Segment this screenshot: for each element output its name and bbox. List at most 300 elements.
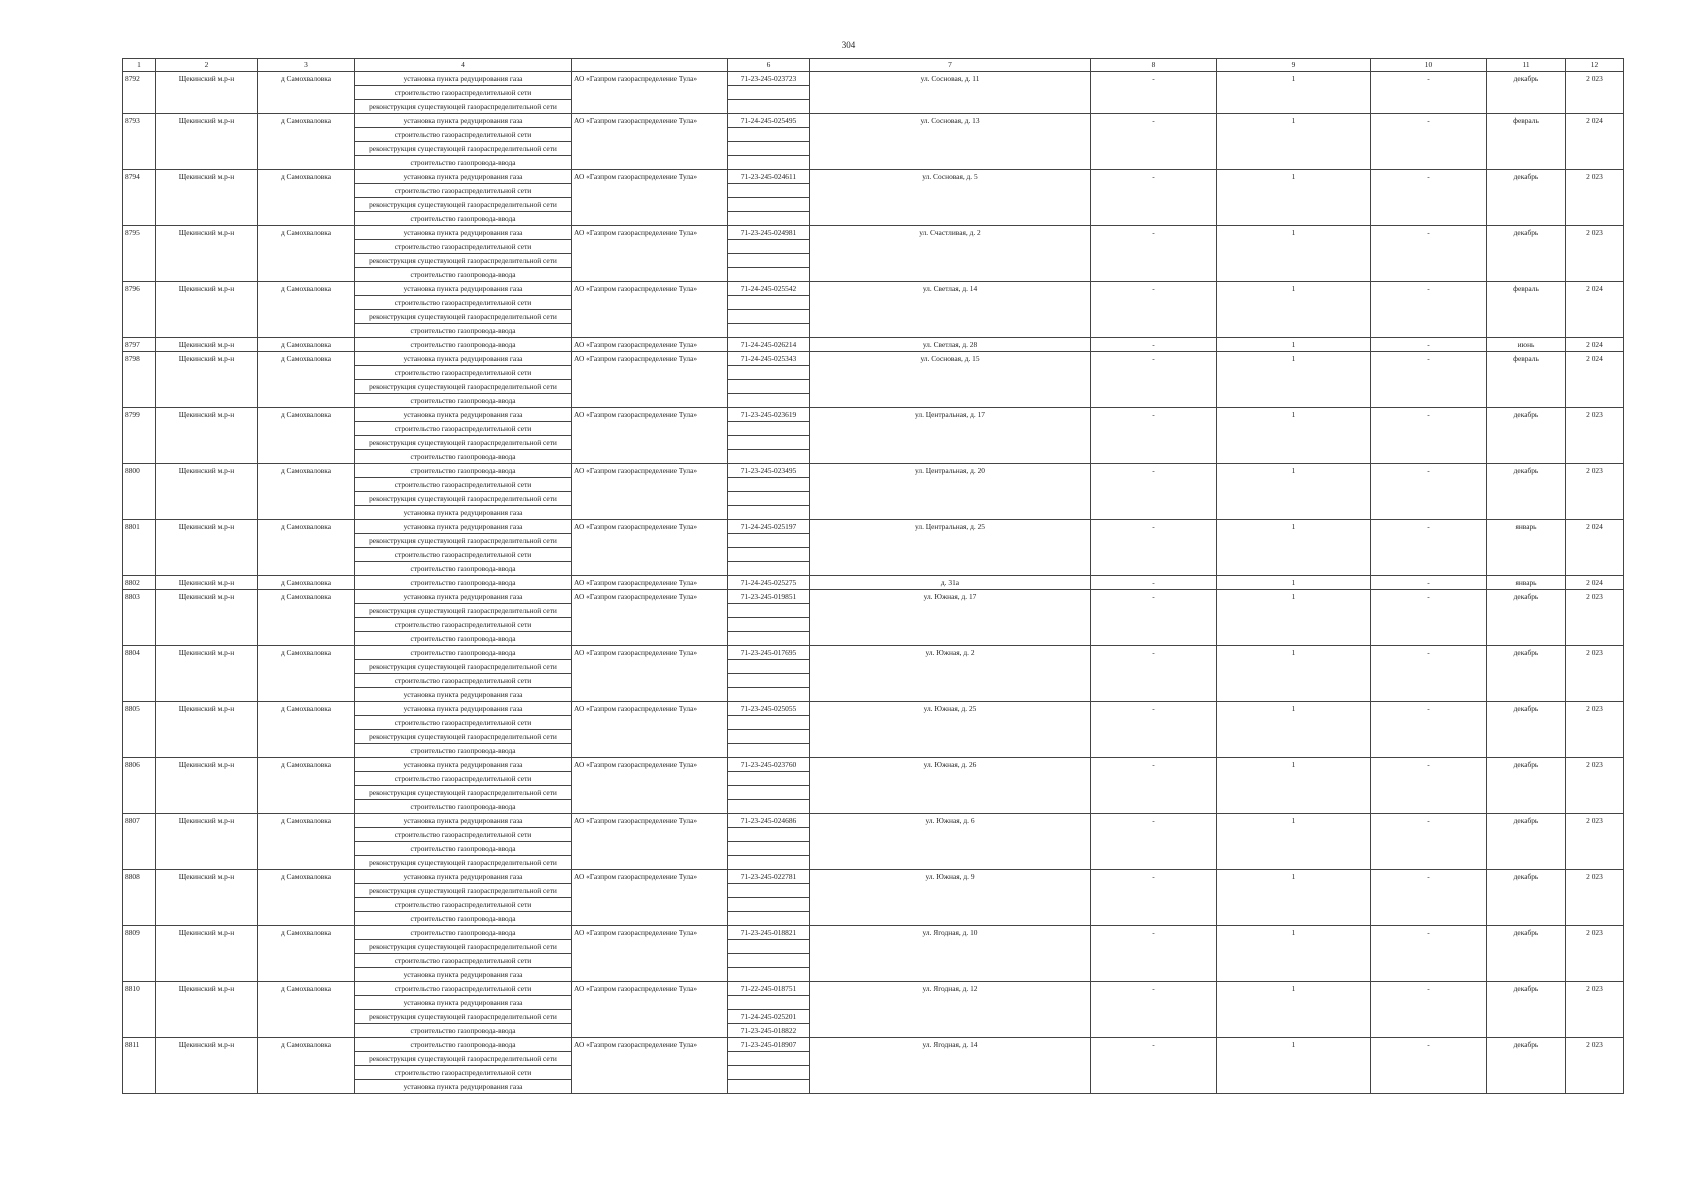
year-cell: 2 023: [1566, 590, 1624, 646]
object-code: [728, 240, 810, 254]
col8-cell: -: [1091, 464, 1217, 520]
col8-cell: -: [1091, 926, 1217, 982]
object-code: 71-23-245-018907: [728, 1038, 810, 1052]
district-cell: Щекинский м.р-н: [156, 576, 258, 590]
col9-cell: 1: [1217, 576, 1371, 590]
organization-cell: АО «Газпром газораспределение Тула»: [572, 758, 728, 814]
year-cell: 2 023: [1566, 464, 1624, 520]
year-cell: 2 023: [1566, 72, 1624, 114]
record-id: 8794: [123, 170, 156, 226]
object-code: [728, 450, 810, 464]
object-code: [728, 184, 810, 198]
table-row: [123, 338, 1624, 352]
work-item: реконструкция существующей газораспределительной сети: [355, 730, 572, 744]
col10-cell: -: [1371, 982, 1487, 1038]
col10-cell: -: [1371, 758, 1487, 814]
work-item: реконструкция существующей газораспределительной сети: [355, 100, 572, 114]
locality-cell: д Самохваловка: [258, 758, 355, 814]
work-item: реконструкция существующей газораспределительной сети: [355, 940, 572, 954]
col9-cell: 1: [1217, 646, 1371, 702]
col10-cell: -: [1371, 814, 1487, 870]
col8-cell: -: [1091, 72, 1217, 114]
object-code: [728, 436, 810, 450]
object-code: 71-24-245-025197: [728, 520, 810, 534]
address-cell: ул. Южная, д. 6: [810, 814, 1091, 870]
work-item: строительство газопровода-ввода: [355, 562, 572, 576]
col-header: 4: [355, 59, 572, 72]
work-item: строительство газопровода-ввода: [355, 842, 572, 856]
address-cell: ул. Центральная, д. 20: [810, 464, 1091, 520]
col-header: 9: [1217, 59, 1371, 72]
organization-cell: АО «Газпром газораспределение Тула»: [572, 338, 728, 352]
locality-cell: д Самохваловка: [258, 590, 355, 646]
district-cell: Щекинский м.р-н: [156, 814, 258, 870]
object-code: [728, 730, 810, 744]
address-cell: ул. Ягодная, д. 12: [810, 982, 1091, 1038]
month-cell: январь: [1487, 520, 1566, 576]
col8-cell: -: [1091, 226, 1217, 282]
work-item: строительство газопровода-ввода: [355, 912, 572, 926]
month-cell: февраль: [1487, 114, 1566, 170]
locality-cell: д Самохваловка: [258, 982, 355, 1038]
object-code: 71-24-245-025343: [728, 352, 810, 366]
object-code: 71-23-245-023495: [728, 464, 810, 478]
work-item: строительство газораспределительной сети: [355, 240, 572, 254]
object-code: [728, 800, 810, 814]
table-row: [123, 282, 1624, 296]
object-code: [728, 310, 810, 324]
object-code: 71-23-245-024611: [728, 170, 810, 184]
object-code: [728, 1066, 810, 1080]
col9-cell: 1: [1217, 408, 1371, 464]
col10-cell: -: [1371, 170, 1487, 226]
col10-cell: -: [1371, 338, 1487, 352]
address-cell: ул. Южная, д. 2: [810, 646, 1091, 702]
month-cell: июнь: [1487, 338, 1566, 352]
object-code: 71-23-245-019851: [728, 590, 810, 604]
address-cell: д. 31а: [810, 576, 1091, 590]
work-item: строительство газопровода-ввода: [355, 1024, 572, 1038]
address-cell: ул. Светлая, д. 14: [810, 282, 1091, 338]
col8-cell: -: [1091, 338, 1217, 352]
object-code: [728, 688, 810, 702]
object-code: [728, 366, 810, 380]
col10-cell: -: [1371, 352, 1487, 408]
organization-cell: АО «Газпром газораспределение Тула»: [572, 72, 728, 114]
work-item: строительство газораспределительной сети: [355, 618, 572, 632]
object-code: [728, 954, 810, 968]
work-item: строительство газопровода-ввода: [355, 212, 572, 226]
work-item: строительство газопровода-ввода: [355, 394, 572, 408]
work-item: реконструкция существующей газораспределительной сети: [355, 534, 572, 548]
col-header: 8: [1091, 59, 1217, 72]
locality-cell: д Самохваловка: [258, 352, 355, 408]
month-cell: декабрь: [1487, 464, 1566, 520]
organization-cell: АО «Газпром газораспределение Тула»: [572, 282, 728, 338]
organization-cell: АО «Газпром газораспределение Тула»: [572, 702, 728, 758]
address-cell: ул. Центральная, д. 25: [810, 520, 1091, 576]
work-item: строительство газораспределительной сети: [355, 716, 572, 730]
year-cell: 2 024: [1566, 338, 1624, 352]
col9-cell: 1: [1217, 114, 1371, 170]
object-code: [728, 506, 810, 520]
work-item: установка пункта редуцирования газа: [355, 506, 572, 520]
month-cell: декабрь: [1487, 646, 1566, 702]
month-cell: январь: [1487, 576, 1566, 590]
work-item: строительство газораспределительной сети: [355, 828, 572, 842]
col9-cell: 1: [1217, 590, 1371, 646]
locality-cell: д Самохваловка: [258, 870, 355, 926]
month-cell: декабрь: [1487, 408, 1566, 464]
address-cell: ул. Сосновая, д. 15: [810, 352, 1091, 408]
district-cell: Щекинский м.р-н: [156, 870, 258, 926]
record-id: 8805: [123, 702, 156, 758]
col8-cell: -: [1091, 814, 1217, 870]
work-item: реконструкция существующей газораспределительной сети: [355, 142, 572, 156]
object-code: [728, 912, 810, 926]
work-item: реконструкция существующей газораспределительной сети: [355, 310, 572, 324]
month-cell: декабрь: [1487, 982, 1566, 1038]
organization-cell: АО «Газпром газораспределение Тула»: [572, 590, 728, 646]
district-cell: Щекинский м.р-н: [156, 170, 258, 226]
col10-cell: -: [1371, 870, 1487, 926]
table-row: [123, 226, 1624, 240]
locality-cell: д Самохваловка: [258, 114, 355, 170]
work-item: установка пункта редуцирования газа: [355, 352, 572, 366]
district-cell: Щекинский м.р-н: [156, 702, 258, 758]
year-cell: 2 023: [1566, 926, 1624, 982]
record-id: 8795: [123, 226, 156, 282]
work-item: строительство газораспределительной сети: [355, 366, 572, 380]
work-item: реконструкция существующей газораспределительной сети: [355, 492, 572, 506]
year-cell: 2 023: [1566, 226, 1624, 282]
col10-cell: -: [1371, 464, 1487, 520]
object-code: [728, 996, 810, 1010]
record-id: 8793: [123, 114, 156, 170]
object-code: [728, 940, 810, 954]
table-row: [123, 520, 1624, 534]
object-code: [728, 212, 810, 226]
record-id: 8796: [123, 282, 156, 338]
locality-cell: д Самохваловка: [258, 702, 355, 758]
organization-cell: АО «Газпром газораспределение Тула»: [572, 814, 728, 870]
object-code: [728, 604, 810, 618]
work-item: установка пункта редуцирования газа: [355, 590, 572, 604]
record-id: 8809: [123, 926, 156, 982]
district-cell: Щекинский м.р-н: [156, 646, 258, 702]
work-item: строительство газораспределительной сети: [355, 674, 572, 688]
work-item: установка пункта редуцирования газа: [355, 702, 572, 716]
col9-cell: 1: [1217, 926, 1371, 982]
work-item: строительство газопровода-ввода: [355, 450, 572, 464]
col8-cell: -: [1091, 408, 1217, 464]
work-item: установка пункта редуцирования газа: [355, 996, 572, 1010]
organization-cell: АО «Газпром газораспределение Тула»: [572, 408, 728, 464]
work-item: установка пункта редуцирования газа: [355, 170, 572, 184]
locality-cell: д Самохваловка: [258, 1038, 355, 1094]
work-item: установка пункта редуцирования газа: [355, 688, 572, 702]
work-item: установка пункта редуцирования газа: [355, 226, 572, 240]
record-id: 8797: [123, 338, 156, 352]
year-cell: 2 024: [1566, 114, 1624, 170]
month-cell: декабрь: [1487, 590, 1566, 646]
month-cell: декабрь: [1487, 758, 1566, 814]
organization-cell: АО «Газпром газораспределение Тула»: [572, 982, 728, 1038]
year-cell: 2 023: [1566, 170, 1624, 226]
work-item: строительство газопровода-ввода: [355, 338, 572, 352]
year-cell: 2 023: [1566, 814, 1624, 870]
work-item: строительство газопровода-ввода: [355, 1038, 572, 1052]
col10-cell: -: [1371, 408, 1487, 464]
col10-cell: -: [1371, 282, 1487, 338]
col9-cell: 1: [1217, 226, 1371, 282]
table-row: [123, 926, 1624, 940]
col-header: 6: [728, 59, 810, 72]
year-cell: 2 023: [1566, 408, 1624, 464]
work-item: строительство газопровода-ввода: [355, 268, 572, 282]
work-item: реконструкция существующей газораспределительной сети: [355, 884, 572, 898]
col8-cell: -: [1091, 170, 1217, 226]
object-code: [728, 772, 810, 786]
work-item: строительство газопровода-ввода: [355, 156, 572, 170]
object-code: [728, 128, 810, 142]
record-id: 8803: [123, 590, 156, 646]
table-row: [123, 982, 1624, 996]
district-cell: Щекинский м.р-н: [156, 282, 258, 338]
work-item: установка пункта редуцирования газа: [355, 758, 572, 772]
col9-cell: 1: [1217, 72, 1371, 114]
object-code: 71-23-245-023619: [728, 408, 810, 422]
year-cell: 2 023: [1566, 1038, 1624, 1094]
col8-cell: -: [1091, 352, 1217, 408]
work-item: строительство газораспределительной сети: [355, 1066, 572, 1080]
work-item: строительство газораспределительной сети: [355, 296, 572, 310]
district-cell: Щекинский м.р-н: [156, 338, 258, 352]
locality-cell: д Самохваловка: [258, 72, 355, 114]
address-cell: ул. Светлая, д. 28: [810, 338, 1091, 352]
work-item: строительство газораспределительной сети: [355, 954, 572, 968]
table-row: [123, 758, 1624, 772]
object-code: [728, 1052, 810, 1066]
work-item: установка пункта редуцирования газа: [355, 870, 572, 884]
record-id: 8801: [123, 520, 156, 576]
col8-cell: -: [1091, 758, 1217, 814]
col8-cell: -: [1091, 982, 1217, 1038]
work-item: реконструкция существующей газораспределительной сети: [355, 1010, 572, 1024]
object-code: [728, 562, 810, 576]
col9-cell: 1: [1217, 702, 1371, 758]
table-row: [123, 170, 1624, 184]
work-item: строительство газопровода-ввода: [355, 632, 572, 646]
object-code: [728, 828, 810, 842]
table-row: [123, 464, 1624, 478]
col10-cell: -: [1371, 226, 1487, 282]
object-code: 71-24-245-026214: [728, 338, 810, 352]
month-cell: декабрь: [1487, 926, 1566, 982]
year-cell: 2 023: [1566, 870, 1624, 926]
work-item: строительство газораспределительной сети: [355, 772, 572, 786]
object-code: [728, 492, 810, 506]
locality-cell: д Самохваловка: [258, 338, 355, 352]
district-cell: Щекинский м.р-н: [156, 464, 258, 520]
address-cell: ул. Ягодная, д. 10: [810, 926, 1091, 982]
object-code: [728, 1080, 810, 1094]
work-item: реконструкция существующей газораспределительной сети: [355, 856, 572, 870]
object-code: [728, 394, 810, 408]
work-item: реконструкция существующей газораспределительной сети: [355, 1052, 572, 1066]
object-code: [728, 422, 810, 436]
object-code: [728, 380, 810, 394]
object-code: 71-23-245-023760: [728, 758, 810, 772]
work-item: реконструкция существующей газораспределительной сети: [355, 786, 572, 800]
district-cell: Щекинский м.р-н: [156, 72, 258, 114]
work-item: строительство газопровода-ввода: [355, 800, 572, 814]
work-item: реконструкция существующей газораспределительной сети: [355, 436, 572, 450]
object-code: [728, 786, 810, 800]
month-cell: декабрь: [1487, 702, 1566, 758]
object-code: [728, 100, 810, 114]
work-item: строительство газопровода-ввода: [355, 576, 572, 590]
col10-cell: -: [1371, 72, 1487, 114]
district-cell: Щекинский м.р-н: [156, 758, 258, 814]
record-id: 8798: [123, 352, 156, 408]
object-code: [728, 660, 810, 674]
object-code: [728, 744, 810, 758]
work-item: строительство газопровода-ввода: [355, 926, 572, 940]
month-cell: декабрь: [1487, 226, 1566, 282]
object-code: [728, 86, 810, 100]
col9-cell: 1: [1217, 352, 1371, 408]
col10-cell: -: [1371, 590, 1487, 646]
record-id: 8810: [123, 982, 156, 1038]
locality-cell: д Самохваловка: [258, 520, 355, 576]
organization-cell: АО «Газпром газораспределение Тула»: [572, 926, 728, 982]
col-header: 10: [1371, 59, 1487, 72]
col-header: 11: [1487, 59, 1566, 72]
object-code: [728, 142, 810, 156]
object-code: 71-23-245-022781: [728, 870, 810, 884]
col9-cell: 1: [1217, 758, 1371, 814]
col-header: 12: [1566, 59, 1624, 72]
work-item: реконструкция существующей газораспределительной сети: [355, 198, 572, 212]
work-item: установка пункта редуцирования газа: [355, 1080, 572, 1094]
organization-cell: АО «Газпром газораспределение Тула»: [572, 576, 728, 590]
object-code: [728, 324, 810, 338]
col10-cell: -: [1371, 576, 1487, 590]
object-code: 71-23-245-018822: [728, 1024, 810, 1038]
work-item: строительство газопровода-ввода: [355, 646, 572, 660]
col10-cell: -: [1371, 926, 1487, 982]
col9-cell: 1: [1217, 170, 1371, 226]
object-code: [728, 254, 810, 268]
year-cell: 2 023: [1566, 702, 1624, 758]
record-id: 8806: [123, 758, 156, 814]
col8-cell: -: [1091, 114, 1217, 170]
col9-cell: 1: [1217, 464, 1371, 520]
object-code: [728, 856, 810, 870]
table-row: [123, 702, 1624, 716]
col8-cell: -: [1091, 590, 1217, 646]
col9-cell: 1: [1217, 282, 1371, 338]
address-cell: ул. Центральная, д. 17: [810, 408, 1091, 464]
locality-cell: д Самохваловка: [258, 170, 355, 226]
district-cell: Щекинский м.р-н: [156, 1038, 258, 1094]
col10-cell: -: [1371, 702, 1487, 758]
object-code: [728, 842, 810, 856]
work-item: установка пункта редуцирования газа: [355, 408, 572, 422]
object-code: [728, 632, 810, 646]
organization-cell: АО «Газпром газораспределение Тула»: [572, 646, 728, 702]
organization-cell: АО «Газпром газораспределение Тула»: [572, 464, 728, 520]
col9-cell: 1: [1217, 982, 1371, 1038]
col-header: 2: [156, 59, 258, 72]
address-cell: ул. Счастливая, д. 2: [810, 226, 1091, 282]
month-cell: декабрь: [1487, 870, 1566, 926]
record-id: 8808: [123, 870, 156, 926]
organization-cell: АО «Газпром газораспределение Тула»: [572, 170, 728, 226]
year-cell: 2 023: [1566, 758, 1624, 814]
object-code: [728, 884, 810, 898]
locality-cell: д Самохваловка: [258, 282, 355, 338]
work-item: строительство газопровода-ввода: [355, 324, 572, 338]
organization-cell: АО «Газпром газораспределение Тула»: [572, 352, 728, 408]
col-header: 3: [258, 59, 355, 72]
table-row: [123, 576, 1624, 590]
table-row: [123, 408, 1624, 422]
object-code: 71-23-245-017695: [728, 646, 810, 660]
record-id: 8792: [123, 72, 156, 114]
work-item: установка пункта редуцирования газа: [355, 72, 572, 86]
organization-cell: АО «Газпром газораспределение Тула»: [572, 870, 728, 926]
work-item: строительство газораспределительной сети: [355, 422, 572, 436]
col9-cell: 1: [1217, 814, 1371, 870]
work-item: реконструкция существующей газораспределительной сети: [355, 254, 572, 268]
col8-cell: -: [1091, 870, 1217, 926]
table-row: [123, 114, 1624, 128]
month-cell: декабрь: [1487, 814, 1566, 870]
address-cell: ул. Сосновая, д. 13: [810, 114, 1091, 170]
district-cell: Щекинский м.р-н: [156, 520, 258, 576]
object-code: [728, 548, 810, 562]
object-code: [728, 674, 810, 688]
work-item: строительство газораспределительной сети: [355, 86, 572, 100]
table-row: [123, 814, 1624, 828]
year-cell: 2 024: [1566, 282, 1624, 338]
object-code: 71-24-245-025542: [728, 282, 810, 296]
object-code: 71-23-245-023723: [728, 72, 810, 86]
page-number: 304: [841, 40, 856, 50]
header-row: [123, 59, 1624, 72]
col-header: 1: [123, 59, 156, 72]
work-item: строительство газораспределительной сети: [355, 184, 572, 198]
record-id: 8804: [123, 646, 156, 702]
col-header: [572, 59, 728, 72]
col8-cell: -: [1091, 576, 1217, 590]
work-item: реконструкция существующей газораспределительной сети: [355, 604, 572, 618]
work-item: реконструкция существующей газораспределительной сети: [355, 380, 572, 394]
organization-cell: АО «Газпром газораспределение Тула»: [572, 226, 728, 282]
district-cell: Щекинский м.р-н: [156, 352, 258, 408]
table-row: [123, 72, 1624, 86]
work-item: строительство газораспределительной сети: [355, 548, 572, 562]
col9-cell: 1: [1217, 1038, 1371, 1094]
col10-cell: -: [1371, 520, 1487, 576]
work-item: строительство газопровода-ввода: [355, 464, 572, 478]
locality-cell: д Самохваловка: [258, 464, 355, 520]
object-code: [728, 296, 810, 310]
work-item: строительство газораспределительной сети: [355, 478, 572, 492]
col9-cell: 1: [1217, 338, 1371, 352]
